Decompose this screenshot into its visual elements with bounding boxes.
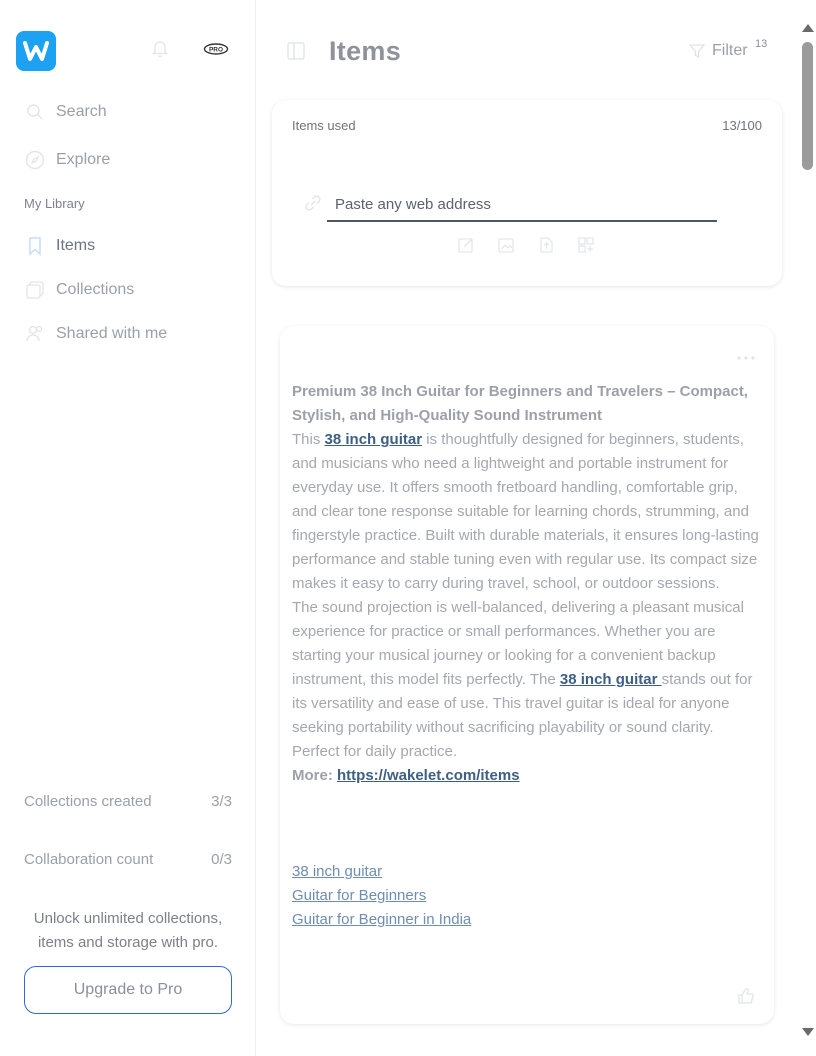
sidebar-item-label: Explore: [56, 151, 111, 168]
more-line: [292, 764, 764, 788]
page-title: Items: [329, 36, 402, 66]
item-paragraph-1: [292, 428, 764, 596]
add-image-icon[interactable]: [497, 236, 515, 254]
pro-badge-icon[interactable]: [203, 42, 229, 56]
sidebar-item-label: Shared with me: [56, 325, 168, 342]
sidebar-toggle-icon[interactable]: [287, 42, 305, 60]
more-label: More:: [292, 767, 337, 784]
sidebar-item-label: Items: [56, 237, 96, 254]
item-text: is thoughtfully designed for beginners, students, and musicians who need a lightweight and portable instrument for everyday use. It offers smooth fretboard handling, comfortable grip, and clear tone response suitable for learning chords, strumming, and fingerstyle practice. Built with durable materials, it ensures long-lasting performance and stable tuning even with regular use. Its compact size makes it easy to carry during travel, school, or outdoor sessions.: [292, 431, 759, 592]
wakelet-items-link[interactable]: https://wakelet.com/items: [337, 767, 520, 784]
guitar-link[interactable]: 38 inch guitar: [324, 431, 423, 448]
compass-icon: [24, 149, 46, 171]
add-collection-icon[interactable]: [577, 236, 595, 254]
unlock-pro-text: Unlock unlimited collections, items and storage with pro.: [33, 910, 223, 951]
related-link[interactable]: Guitar for Beginner in India: [292, 911, 472, 928]
sidebar-item-collections[interactable]: [24, 276, 134, 304]
item-text: The sound projection is well-balanced, delivering a pleasant musical experience for practice or small performances. Whether you are starting your musical journey or looking for a convenient backup instrument, this model fits perfectly. The: [292, 599, 744, 688]
guitar-link[interactable]: 38 inch guitar: [559, 671, 662, 688]
bookmark-icon: [24, 235, 46, 257]
filter-button[interactable]: [688, 42, 748, 60]
filter-label: Filter: [712, 42, 748, 59]
item-card[interactable]: [280, 326, 774, 1024]
sidebar-item-explore[interactable]: [24, 146, 110, 174]
related-links: [292, 860, 471, 932]
add-content-toolbar: [457, 236, 595, 254]
items-used-count: 13/100: [722, 118, 762, 133]
collections-created-label: Collections created: [24, 793, 152, 810]
collections-created-stat: [24, 793, 232, 810]
sidebar-item-items[interactable]: [24, 232, 95, 260]
upgrade-to-pro-button[interactable]: Upgrade to Pro: [24, 966, 232, 1014]
upload-file-icon[interactable]: [537, 236, 555, 254]
filter-count-badge: 13: [755, 38, 768, 50]
add-text-icon[interactable]: [457, 236, 475, 254]
scroll-thumb[interactable]: [802, 42, 813, 170]
link-icon: [304, 194, 322, 212]
sidebar: [0, 0, 256, 1056]
item-title: Premium 38 Inch Guitar for Beginners and Travelers – Compact, Stylish, and High-Quality Sound Instrument: [292, 383, 748, 424]
collections-icon: [24, 279, 46, 301]
like-icon[interactable]: [736, 986, 756, 1006]
search-icon: [24, 101, 46, 123]
item-content: [292, 380, 764, 788]
sidebar-item-label: Search: [56, 103, 107, 120]
more-options-icon[interactable]: [736, 348, 756, 354]
page-scrollbar[interactable]: [800, 22, 816, 1036]
wakelet-logo-icon: [23, 40, 49, 62]
notification-bell-icon[interactable]: [150, 38, 170, 58]
scroll-down-arrow-icon[interactable]: [802, 1028, 814, 1036]
item-text: stands out for its versatility and ease of use. This travel guitar is ideal for anyone seeking portability without sacrificing playability or sound clarity. Perfect for daily practice.: [292, 671, 753, 760]
sidebar-item-label: Collections: [56, 281, 135, 298]
web-address-input[interactable]: [327, 188, 717, 222]
item-paragraph-2: [292, 596, 764, 764]
scroll-up-arrow-icon[interactable]: [802, 24, 814, 32]
my-library-label: My Library: [24, 196, 85, 211]
collections-created-value: 3/3: [211, 793, 232, 810]
filter-icon: [688, 42, 706, 60]
items-usage-card: [272, 100, 782, 286]
related-link[interactable]: Guitar for Beginners: [292, 887, 427, 904]
sidebar-item-shared[interactable]: [24, 320, 167, 348]
sidebar-item-search[interactable]: [24, 98, 107, 126]
items-used-label: Items used: [292, 118, 356, 133]
item-text: This: [292, 431, 325, 448]
pro-badge-text: PRO: [208, 46, 224, 54]
shared-users-icon: [24, 323, 46, 345]
wakelet-logo[interactable]: [16, 31, 56, 71]
related-link[interactable]: 38 inch guitar: [292, 863, 383, 880]
collaboration-count-value: 0/3: [211, 851, 232, 868]
collaboration-count-stat: [24, 851, 232, 868]
collaboration-count-label: Collaboration count: [24, 851, 154, 868]
